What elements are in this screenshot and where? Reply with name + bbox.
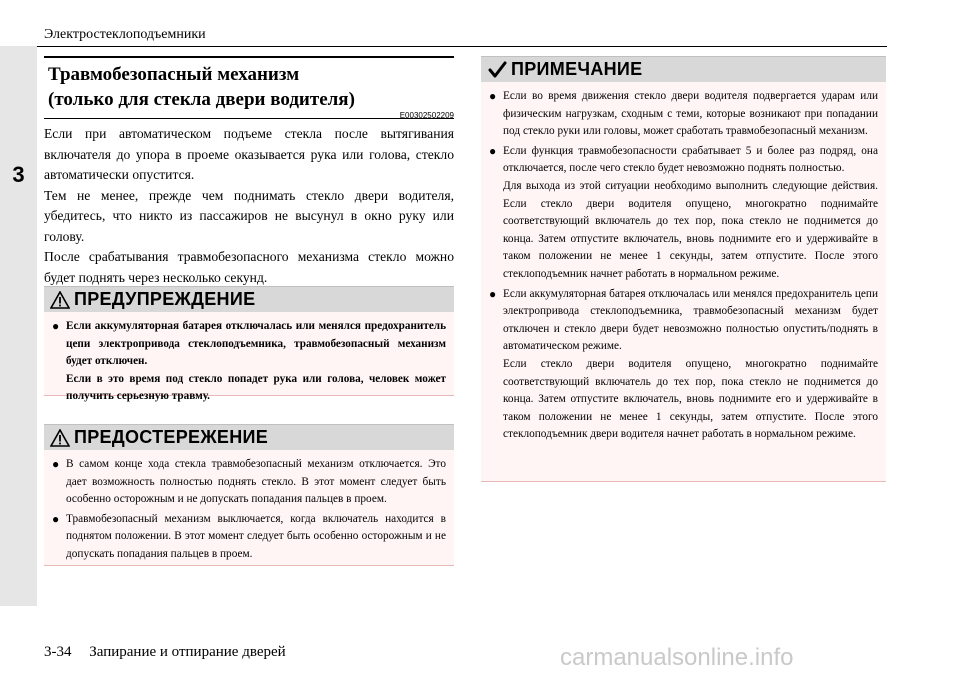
bullet-icon: ● — [52, 457, 60, 471]
bullet-icon: ● — [489, 143, 497, 158]
item-text: Если аккумуляторная батарея отключалась или менялся предохранитель цепи электропривода стеклоподъемника, травмобезопасный механизм будет отключен и стекло двери будет невозможно полностью опустить/поднять в автоматическом режиме. — [503, 287, 878, 353]
warning-triangle-icon — [50, 429, 70, 447]
page-number: 3-34 — [44, 644, 72, 660]
list-item — [52, 511, 446, 564]
page-footer — [44, 644, 286, 661]
note-box — [481, 56, 886, 482]
checkmark-icon — [487, 61, 507, 79]
warning-box — [44, 286, 454, 403]
bullet-icon: ● — [52, 319, 60, 333]
bullet-icon: ● — [489, 89, 497, 103]
caution-title: ПРЕДОСТЕРЕЖЕНИЕ — [74, 427, 269, 447]
body-paragraph: Тем не менее, прежде чем поднимать стекло двери водителя, убедитесь, что никто из пассажиров не высунул в окно руку или голову. — [44, 187, 454, 244]
warning-header — [44, 286, 454, 312]
section-title-line1: Травмобезопасный механизм — [48, 64, 300, 85]
item-text: Если стекло двери водителя опущено, многократно поднимайте соответствующий включатель до тех пор, пока стекло не поднимется до конца. Затем отпустите включатель, вновь поднимите его и удерживайте в таком положении не менее 1 секунды, затем отпустите. После этого стеклоподъемник двери водителя начнет работать в нормальном режиме. — [503, 357, 878, 441]
list-item — [489, 88, 878, 141]
caution-box — [44, 424, 454, 566]
caution-header — [44, 424, 454, 450]
warning-triangle-icon — [50, 291, 70, 309]
item-text: Если во время движения стекло двери водителя подвергается ударам или физическим нагрузкам, сходным с теми, которые возникают при попадании под стекло руки или головы, может сработать травмобезопасный механизм. — [503, 90, 878, 138]
item-text: Если функция травмобезопасности срабатывает 5 и более раз подряд, она отключается, после чего стекло будет невозможно поднять полностью. — [503, 144, 878, 175]
warning-title: ПРЕДУПРЕЖДЕНИЕ — [74, 289, 256, 309]
running-header: Электростеклоподъемники — [44, 27, 206, 42]
note-list — [481, 82, 886, 450]
list-item — [489, 143, 878, 284]
section-body — [44, 124, 454, 288]
item-text: Если в это время под стекло попадет рука или голова, человек может получить серьезную травму. — [66, 372, 446, 403]
body-paragraph: После срабатывания травмобезопасного механизма стекло можно будет поднять через несколько секунд. — [44, 249, 454, 285]
section-title — [44, 56, 454, 119]
item-text: В самом конце хода стекла травмобезопасный механизм отключается. Это дает возможность полностью поднять стекло. В этот момент следует быть особенно осторожным и не допускать попадания пальцев в проем. — [66, 458, 446, 506]
bullet-icon: ● — [52, 511, 60, 526]
note-header — [481, 56, 886, 82]
item-text: Если аккумуляторная батарея отключалась или менялся предохранитель цепи электропривода стеклоподъемника, травмобезопасный механизм будет отключен. — [66, 320, 446, 368]
item-text: Травмобезопасный механизм выключается, когда включатель находится в поднятом положении. В этот момент следует быть особенно осторожным и не допускать попадания пальцев в проем. — [66, 512, 446, 560]
bullet-icon: ● — [489, 286, 497, 301]
watermark: carmanualsonline.info — [560, 644, 794, 671]
caution-list — [44, 450, 454, 570]
list-item — [52, 318, 446, 406]
footer-section-name: Запирание и отпирание дверей — [89, 644, 286, 660]
list-item — [489, 286, 878, 444]
chapter-side-tab — [0, 46, 37, 606]
note-title: ПРИМЕЧАНИЕ — [511, 59, 643, 79]
section-title-line2: (только для стекла двери водителя) — [48, 89, 355, 110]
body-paragraph: Если при автоматическом подъеме стекла после вытягивания включателя до упора в проеме оказывается рука или голова, стекло автоматически опустится. — [44, 126, 454, 182]
warning-list — [44, 312, 454, 412]
list-item — [52, 456, 446, 509]
chapter-number: 3 — [12, 162, 25, 187]
document-code: E00302502209 — [399, 111, 454, 120]
header-rule — [37, 46, 887, 47]
item-text: Для выхода из этой ситуации необходимо выполнить следующие действия. Если стекло двери водителя опущено, многократно поднимайте соответствующий включатель до тех пор, пока стекло не поднимется до конца. Затем отпустите включатель, вновь поднимите его и удерживайте в таком положении не менее 1 секунды, затем отпустите. После этого стеклоподъемник начнет работать в нормальном режиме. — [503, 179, 878, 280]
